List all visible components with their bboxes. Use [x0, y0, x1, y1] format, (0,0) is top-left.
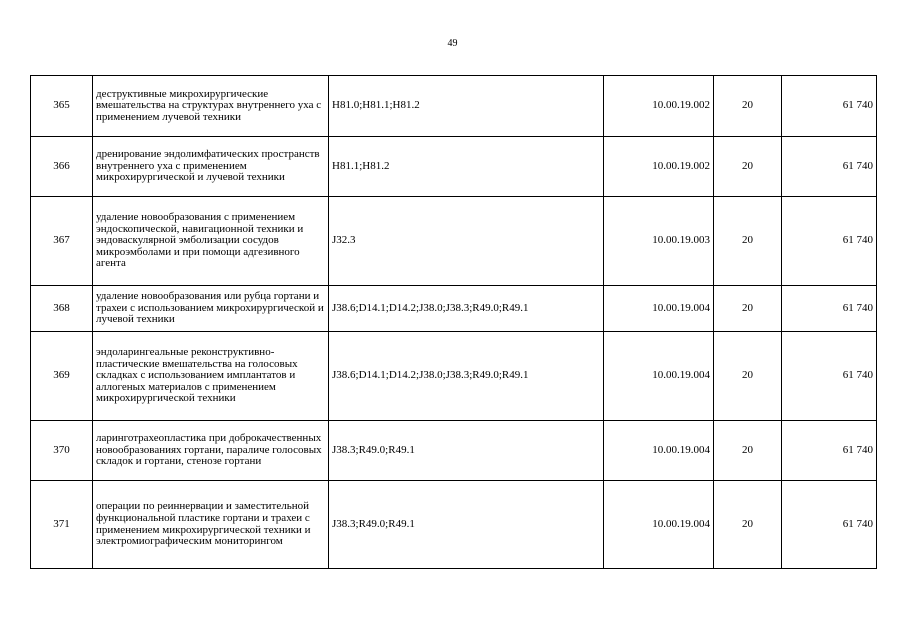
- diagnosis-codes: H81.1;H81.2: [329, 137, 604, 197]
- group-code: 10.00.19.004: [604, 332, 714, 421]
- table-row: [31, 197, 877, 286]
- quantity: 20: [714, 286, 782, 332]
- price: 61 740: [782, 481, 877, 569]
- diagnosis-codes: H81.0;H81.1;H81.2: [329, 76, 604, 137]
- procedure-description: операции по реиннервации и заместительной функциональной пластике гортани и трахеи с применением микрохирургической техники и электромиографическим мониторингом: [93, 481, 329, 569]
- quantity: 20: [714, 332, 782, 421]
- group-code: 10.00.19.004: [604, 286, 714, 332]
- table-row: [31, 332, 877, 421]
- table-row: [31, 76, 877, 137]
- procedure-description: деструктивные микрохирургические вмешательства на структурах внутреннего уха с применением лучевой техники: [93, 76, 329, 137]
- price: 61 740: [782, 332, 877, 421]
- quantity: 20: [714, 197, 782, 286]
- price: 61 740: [782, 137, 877, 197]
- price: 61 740: [782, 197, 877, 286]
- diagnosis-codes: J38.3;R49.0;R49.1: [329, 421, 604, 481]
- group-code: 10.00.19.002: [604, 76, 714, 137]
- table-row: [31, 286, 877, 332]
- group-code: 10.00.19.004: [604, 481, 714, 569]
- row-number: 366: [31, 137, 93, 197]
- table-row: [31, 481, 877, 569]
- quantity: 20: [714, 76, 782, 137]
- group-code: 10.00.19.002: [604, 137, 714, 197]
- group-code: 10.00.19.003: [604, 197, 714, 286]
- table-row: [31, 421, 877, 481]
- quantity: 20: [714, 481, 782, 569]
- price: 61 740: [782, 286, 877, 332]
- price: 61 740: [782, 421, 877, 481]
- procedure-description: ларинготрахеопластика при доброкачественных новообразованиях гортани, параличе голосовых складок и гортани, стенозе гортани: [93, 421, 329, 481]
- row-number: 365: [31, 76, 93, 137]
- diagnosis-codes: J38.3;R49.0;R49.1: [329, 481, 604, 569]
- group-code: 10.00.19.004: [604, 421, 714, 481]
- quantity: 20: [714, 137, 782, 197]
- procedures-table: [30, 75, 877, 569]
- diagnosis-codes: J38.6;D14.1;D14.2;J38.0;J38.3;R49.0;R49.1: [329, 286, 604, 332]
- quantity: 20: [714, 421, 782, 481]
- procedure-description: дренирование эндолимфатических пространств внутреннего уха с применением микрохирургической и лучевой техники: [93, 137, 329, 197]
- row-number: 367: [31, 197, 93, 286]
- procedure-description: эндоларингеальные реконструктивно-пластические вмешательства на голосовых складках с использованием имплантатов и аллогеных материалов с применением микрохирургической техники: [93, 332, 329, 421]
- row-number: 371: [31, 481, 93, 569]
- price: 61 740: [782, 76, 877, 137]
- table-row: [31, 137, 877, 197]
- page-number: 49: [447, 38, 458, 49]
- procedure-description: удаление новообразования с применением эндоскопической, навигационной техники и эндоваскулярной эмболизации сосудов микроэмболами и при помощи адгезивного агента: [93, 197, 329, 286]
- row-number: 370: [31, 421, 93, 481]
- row-number: 368: [31, 286, 93, 332]
- row-number: 369: [31, 332, 93, 421]
- diagnosis-codes: J38.6;D14.1;D14.2;J38.0;J38.3;R49.0;R49.1: [329, 332, 604, 421]
- procedure-description: удаление новообразования или рубца гортани и трахеи с использованием микрохирургической и лучевой техники: [93, 286, 329, 332]
- diagnosis-codes: J32.3: [329, 197, 604, 286]
